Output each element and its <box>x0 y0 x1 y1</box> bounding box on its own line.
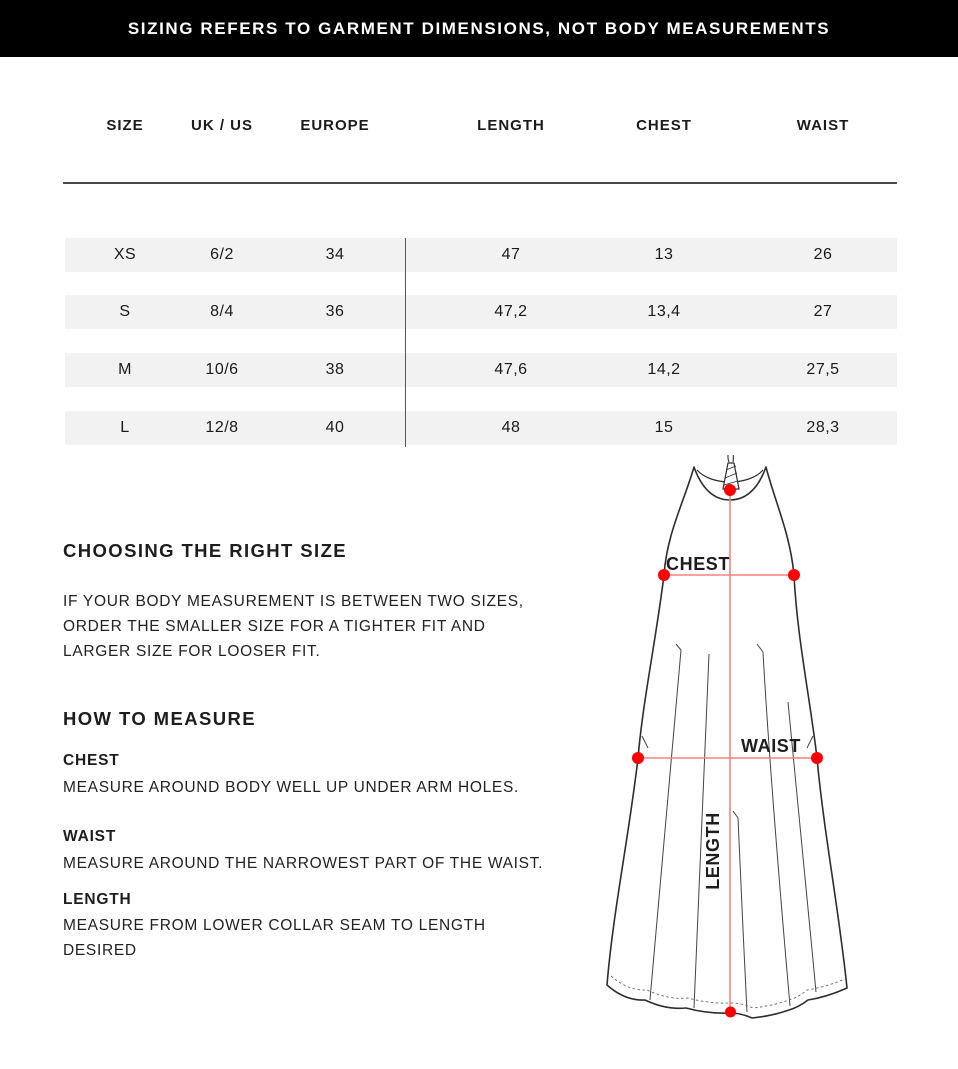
how-to-measure-heading: HOW TO MEASURE <box>63 708 256 729</box>
column-header-europe: EUROPE <box>300 117 370 134</box>
cell-uk-us: 10/6 <box>205 361 239 378</box>
cell-uk-us: 12/8 <box>205 419 239 436</box>
choosing-size-text-line: LARGER SIZE FOR LOOSER FIT. <box>63 643 321 660</box>
cell-size: S <box>119 303 131 320</box>
cell-chest: 13 <box>654 246 674 263</box>
cell-chest: 14,2 <box>647 361 681 378</box>
cell-uk-us: 6/2 <box>210 246 234 263</box>
table-row-xs <box>65 238 897 272</box>
cell-length: 47,6 <box>494 361 528 378</box>
cell-size: M <box>118 361 132 378</box>
neck-tie-knot <box>723 455 739 489</box>
cell-waist: 28,3 <box>806 419 840 436</box>
measure-waist-text: MEASURE AROUND THE NARROWEST PART OF THE WAIST. <box>63 855 544 872</box>
table-row-s <box>65 295 897 329</box>
measure-length-label: LENGTH <box>63 891 132 908</box>
cell-size: L <box>120 419 130 436</box>
column-header-waist: WAIST <box>796 117 850 134</box>
measure-length-text-line: MEASURE FROM LOWER COLLAR SEAM TO LENGTH <box>63 917 486 934</box>
measure-chest-label: CHEST <box>63 752 120 769</box>
cell-waist: 27 <box>813 303 833 320</box>
measure-waist-label: WAIST <box>63 828 117 845</box>
length-diagram-label: LENGTH <box>703 812 723 890</box>
column-header-length: LENGTH <box>477 117 545 134</box>
waist-diagram-label: WAIST <box>741 736 801 756</box>
column-header-chest: CHEST <box>636 117 692 134</box>
cell-length: 47 <box>501 246 521 263</box>
column-header-size: SIZE <box>106 117 144 134</box>
table-center-divider <box>405 238 406 447</box>
cell-waist: 27,5 <box>806 361 840 378</box>
cell-europe: 34 <box>325 246 345 263</box>
cell-chest: 13,4 <box>647 303 681 320</box>
choosing-size-heading: CHOOSING THE RIGHT SIZE <box>63 540 348 561</box>
table-row-m <box>65 353 897 387</box>
garment-dimensions-banner <box>0 0 958 57</box>
choosing-size-text-line: ORDER THE SMALLER SIZE FOR A TIGHTER FIT AND <box>63 618 486 635</box>
cell-waist: 26 <box>813 246 833 263</box>
cell-length: 47,2 <box>494 303 528 320</box>
measure-chest-text: MEASURE AROUND BODY WELL UP UNDER ARM HOLES. <box>63 779 519 796</box>
cell-europe: 38 <box>325 361 345 378</box>
column-header-uk-us: UK / US <box>190 117 253 134</box>
choosing-size-text-line: IF YOUR BODY MEASUREMENT IS BETWEEN TWO SIZES, <box>63 593 524 610</box>
cell-size: XS <box>113 246 137 263</box>
banner-text: SIZING REFERS TO GARMENT DIMENSIONS, NOT BODY MEASUREMENTS <box>127 18 831 38</box>
chest-diagram-label: CHEST <box>666 554 731 574</box>
cell-europe: 36 <box>325 303 345 320</box>
cell-uk-us: 8/4 <box>210 303 234 320</box>
cell-europe: 40 <box>325 419 345 436</box>
measure-length-text-line: DESIRED <box>63 942 137 959</box>
cell-chest: 15 <box>654 419 674 436</box>
header-rule <box>63 182 897 184</box>
dress-measurement-diagram <box>555 455 905 1045</box>
table-row-l <box>65 411 897 445</box>
cell-length: 48 <box>501 419 521 436</box>
